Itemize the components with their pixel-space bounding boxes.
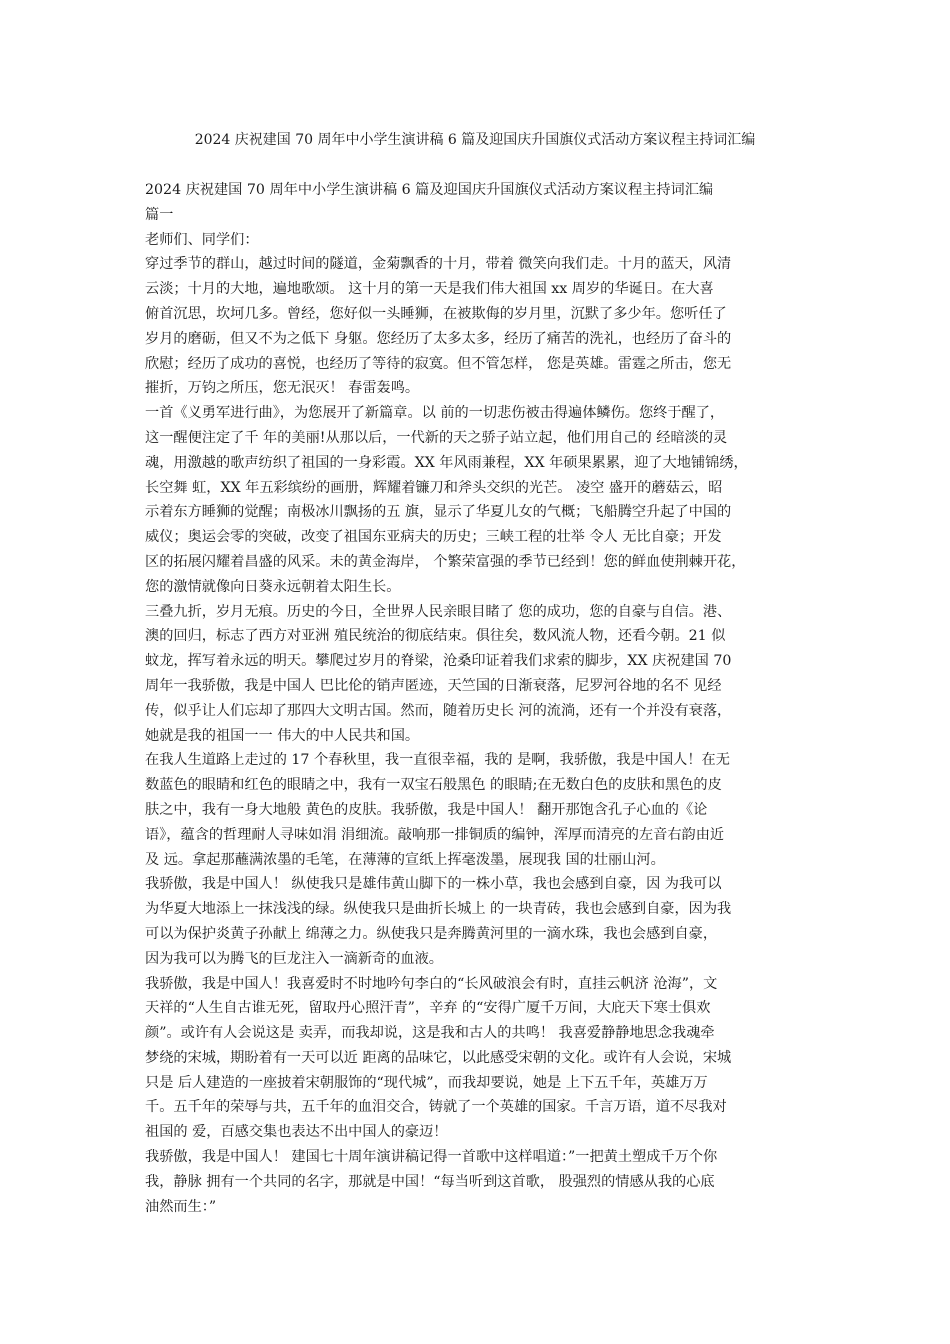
body-line: 澳的回归，标志了西方对亚洲 殖民统治的彻底结束。俱往矣，数风流人物，还看今朝。21 似	[145, 628, 726, 645]
body-line: 语》，蕴含的哲理耐人寻味如涓 涓细流。敲响那一排铜质的编钟，浑厚而清亮的左音右韵由近	[145, 826, 725, 843]
body-line: 您的激情就像向日葵永远朝着太阳生长。	[145, 578, 401, 595]
body-line: 蚊龙，挥写着永远的明天。攀爬过岁月的脊梁，沧桑印证着我们求索的脚步，XX 庆祝建国 70	[145, 653, 732, 670]
body-line: 长空舞 虹，XX 年五彩缤纷的画册，辉耀着镰刀和斧头交织的光芒。 凌空 盛开的蘑菇云，昭	[145, 479, 723, 496]
body-line: 周年一我骄傲，我是中国人 巴比伦的销声匿迹，天竺国的日渐衰落，尼罗河谷地的名不 见经	[145, 677, 722, 694]
body-line: 颜”。或许有人会说这是 卖弄，而我却说，这是我和古人的共鸣！ 我喜爱静静地思念我魂牵	[145, 1025, 715, 1042]
body-line: 魂，用激越的歌声纺织了祖国的一身彩霞。XX 年风雨兼程，XX 年硕果累累，迎了大地铺锦绣，	[145, 454, 748, 471]
body-line: 只是 后人建造的一座披着宋朝服饰的“现代城”，而我却要说，她是 上下五千年，英雄万万	[145, 1074, 708, 1091]
body-line: 为华夏大地添上一抹浅浅的绿。纵使我只是曲折长城上 的一块青砖，我也会感到自豪，因为我	[145, 901, 732, 918]
body-line: 因为我可以为腾飞的巨龙注入一滴新奇的血液。	[145, 950, 443, 967]
body-line: 威仪；奥运会零的突破，改变了祖国东亚病夫的历史；三峡工程的壮举 令人 无比自豪；开发	[145, 529, 722, 546]
body-line: 欣慰；经历了成功的喜悦，也经历了等待的寂寞。但不管怎样， 您是英雄。雷霆之所击，您无	[145, 355, 732, 372]
document-title: 2024 庆祝建国 70 周年中小学生演讲稿 6 篇及迎国庆升国旗仪式活动方案议程主持词汇编	[194, 132, 756, 148]
body-line: 一首《义勇军进行曲》，为您展开了新篇章。以 前的一切悲伤被击得遍体鳞伤。您终于醒了，	[145, 405, 725, 422]
body-line: 我骄傲，我是中国人！ 纵使我只是雄伟黄山脚下的一株小草，我也会感到自豪，因 为我可以	[145, 876, 722, 893]
body-line: 穿过季节的群山，越过时间的隧道，金菊飘香的十月，带着 微笑向我们走。十月的蓝天，风清	[145, 256, 732, 273]
body-line: 云淡；十月的大地，遍地歌颂。 这十月的第一天是我们伟大祖国 xx 周岁的华诞日。在大喜	[145, 281, 714, 298]
body-line: 我，静脉 拥有一个共同的名字，那就是中国！“每当听到这首歌， 股强烈的情感从我的心底	[145, 1173, 715, 1190]
body-line: 及 远。拿起那蘸满浓墨的毛笔，在薄薄的宣纸上挥毫泼墨，展现我 国的壮丽山河。	[145, 851, 665, 868]
body-line: 传，似乎让人们忘却了那四大文明古国。然而，随着历史长 河的流淌，还有一个并没有衰落，	[145, 702, 732, 719]
body-line: 千。五千年的荣辱与共，五千年的血泪交合，铸就了一个英雄的国家。千言万语，道不尽我对	[145, 1099, 727, 1116]
body-line: 数蓝色的眼睛和红色的眼睛之中，我有一双宝石般黑色 的眼睛;在无数白色的皮肤和黑色的皮	[145, 777, 722, 794]
body-line: 梦绕的宋城，期盼着有一天可以近 距离的品味它，以此感受宋朝的文化。或许有人会说，宋城	[145, 1049, 732, 1066]
body-line: 肤之中，我有一身大地般 黄色的皮肤。我骄傲，我是中国人！ 翻开那饱含孔子心血的《论	[145, 801, 708, 818]
body-line: 老师们、同学们：	[145, 231, 259, 248]
body-line: 摧折，万钧之所压，您无泯灭！ 春雷轰鸣。	[145, 380, 420, 397]
body-line: 2024 庆祝建国 70 周年中小学生演讲稿 6 篇及迎国庆升国旗仪式活动方案议程主持词汇编	[145, 182, 714, 198]
body-line: 篇一	[145, 206, 174, 223]
body-line: 祖国的 爱，百感交集也表达不出中国人的豪迈！	[145, 1124, 448, 1141]
body-line: 天祥的“人生自古谁无死，留取丹心照汗青”，辛弃 的“安得广厦千万间，大庇天下寒士俱欢	[145, 1000, 711, 1017]
body-line: 这一醒便注定了千 年的美丽!从那以后，一代新的天之骄子站立起，他们用自己的 经暗淡的灵	[145, 429, 728, 446]
body-line: 示着东方睡狮的觉醒；南极冰川飘扬的五 旗，显示了华夏儿女的气概；飞船腾空升起了中国的	[145, 504, 732, 521]
body-line: 区的拓展闪耀着昌盛的风采。未的黄金海岸， 个繁荣富强的季节已经到！您的鲜血使荆棘开花，	[145, 553, 746, 570]
body-line: 三叠九折，岁月无痕。历史的今日，全世界人民亲眼目睹了 您的成功，您的自豪与自信。港、	[145, 603, 732, 620]
body-line: 她就是我的祖国一一 伟大的中人民共和国。	[145, 727, 420, 744]
body-line: 我骄傲，我是中国人！ 建国七十周年演讲稿记得一首歌中这样唱道：”一把黄土塑成千万个你	[145, 1149, 718, 1166]
body-line: 岁月的磨砺，但又不为之低下 身躯。您经历了太多太多，经历了痛苦的洗礼，也经历了奋斗的	[145, 330, 732, 347]
document-body	[145, 178, 811, 1219]
body-line: 可以为保护炎黄子孙献上 绵薄之力。纵使我只是奔腾黄河里的一滴水珠，我也会感到自豪，	[145, 925, 718, 942]
body-line: 我骄傲，我是中国人！我喜爱时不时地吟句李白的“长风破浪会有时，直挂云帆济 沧海”，文	[145, 975, 718, 992]
body-line: 油然而生：”	[145, 1198, 217, 1215]
body-line: 在我人生道路上走过的 17 个春秋里，我一直很幸福，我的 是啊，我骄傲，我是中国人！在无	[145, 752, 730, 769]
body-line: 俯首沉思，坎坷几多。曾经，您好似一头睡狮，在被欺侮的岁月里，沉默了多少年。您听任了	[145, 305, 727, 322]
